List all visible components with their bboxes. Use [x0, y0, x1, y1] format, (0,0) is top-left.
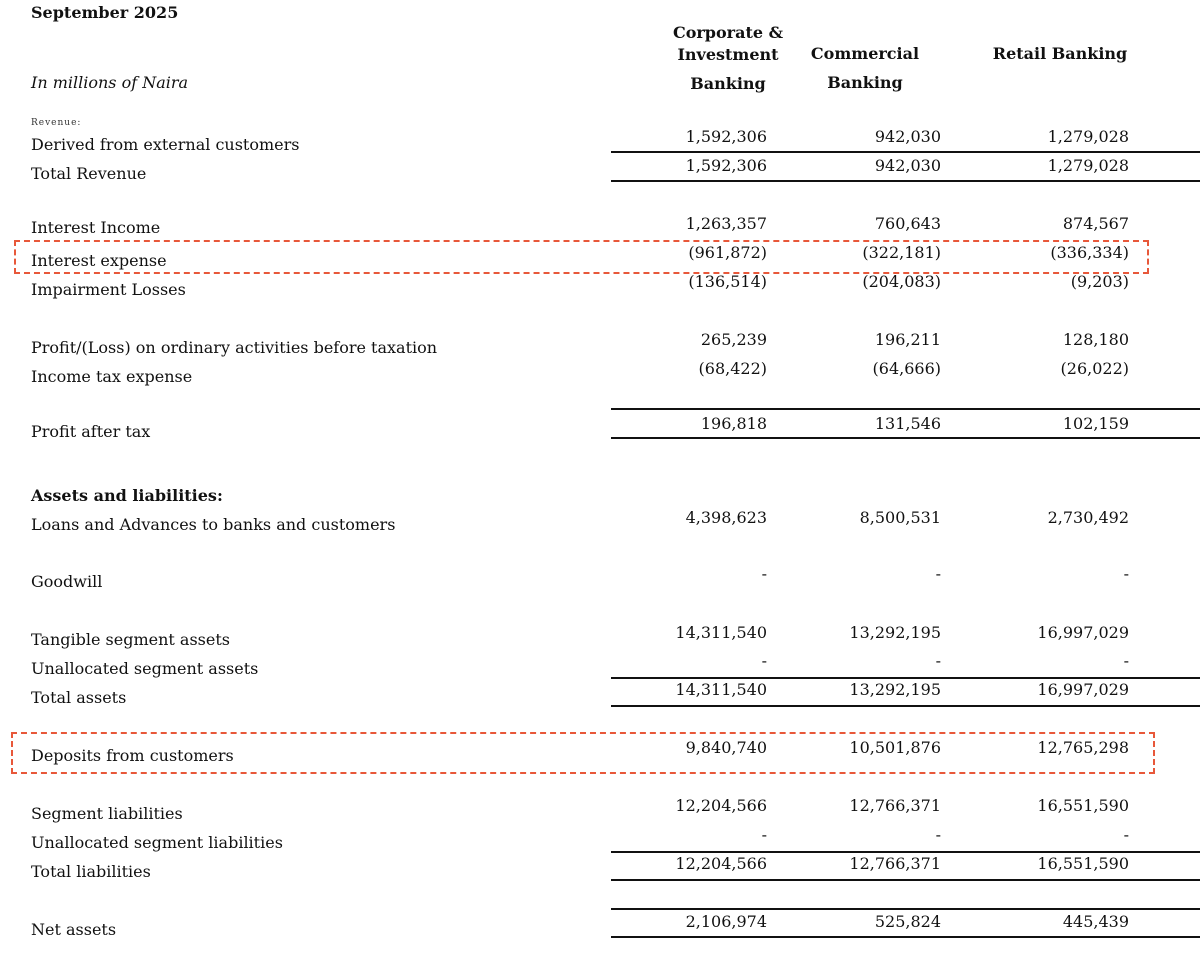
value-retail: 102,159: [1062, 414, 1129, 433]
value-cib: -: [761, 825, 767, 844]
value-cib: 2,106,974: [685, 912, 767, 931]
value-commercial: -: [935, 651, 941, 670]
value-cib: 1,592,306: [685, 156, 767, 175]
col-header-cib: [648, 22, 808, 95]
value-retail: (26,022): [1060, 359, 1129, 378]
value-retail: 128,180: [1062, 330, 1129, 349]
value-cib: (68,422): [698, 359, 767, 378]
value-commercial: 942,030: [874, 156, 941, 175]
row-label: Deposits from customers: [31, 746, 234, 765]
rule-line: [611, 408, 1200, 410]
rule-line: [611, 879, 1200, 881]
units-label: In millions of Naira: [31, 73, 189, 92]
statement-title: September 2025: [31, 3, 179, 22]
value-cib: 265,239: [700, 330, 767, 349]
value-commercial: 196,211: [874, 330, 941, 349]
value-cib: (961,872): [688, 243, 767, 262]
rule-line: [611, 151, 1200, 153]
row-label: Unallocated segment assets: [31, 659, 259, 678]
row-label: Derived from external customers: [31, 135, 300, 154]
row-label: Unallocated segment liabilities: [31, 833, 283, 852]
value-retail: 16,551,590: [1037, 854, 1129, 873]
row-label: Income tax expense: [31, 367, 193, 386]
value-cib: 14,311,540: [675, 680, 767, 699]
value-cib: (136,514): [688, 272, 767, 291]
value-commercial: 760,643: [874, 214, 941, 233]
value-commercial: 13,292,195: [849, 680, 941, 699]
value-commercial: 13,292,195: [849, 623, 941, 642]
row-label: Profit after tax: [31, 422, 151, 441]
value-retail: -: [1123, 651, 1129, 670]
value-cib: 4,398,623: [685, 508, 767, 527]
value-retail: 16,551,590: [1037, 796, 1129, 815]
value-commercial: -: [935, 825, 941, 844]
row-label: Interest Income: [31, 218, 161, 237]
section-heading-assets: Assets and liabilities:: [31, 486, 223, 505]
value-cib: 9,840,740: [685, 738, 767, 757]
value-commercial: 8,500,531: [859, 508, 941, 527]
row-label: Loans and Advances to banks and customers: [31, 515, 396, 534]
col-header-commercial-line1: Commercial: [810, 44, 920, 63]
rule-line: [611, 180, 1200, 182]
row-label: Segment liabilities: [31, 804, 183, 823]
row-label: Profit/(Loss) on ordinary activities before taxation: [31, 338, 438, 357]
col-header-retail-line1: Retail Banking: [992, 44, 1128, 63]
col-header-commercial-line2: Banking: [827, 73, 903, 92]
value-commercial: 12,766,371: [849, 796, 941, 815]
row-label: Total liabilities: [31, 862, 151, 881]
value-commercial: 942,030: [874, 127, 941, 146]
value-retail: -: [1123, 564, 1129, 583]
rule-line: [611, 851, 1200, 853]
value-commercial: 12,766,371: [849, 854, 941, 873]
value-retail: (9,203): [1070, 272, 1129, 291]
row-label: Interest expense: [31, 251, 167, 270]
rule-line: [611, 677, 1200, 679]
row-label: Impairment Losses: [31, 280, 186, 299]
value-cib: 12,204,566: [675, 796, 767, 815]
value-cib: 196,818: [700, 414, 767, 433]
col-header-cib-line3: Banking: [690, 74, 766, 93]
value-commercial: (204,083): [862, 272, 941, 291]
value-commercial: 10,501,876: [849, 738, 941, 757]
value-cib: 1,263,357: [685, 214, 767, 233]
value-commercial: 131,546: [874, 414, 941, 433]
value-retail: 16,997,029: [1037, 680, 1129, 699]
value-retail: -: [1123, 825, 1129, 844]
row-label: Goodwill: [31, 572, 103, 591]
col-header-retail: [980, 43, 1140, 65]
rule-line: [611, 705, 1200, 707]
value-retail: 874,567: [1062, 214, 1129, 233]
col-header-cib-line1: Corporate &: [672, 23, 784, 42]
value-commercial: -: [935, 564, 941, 583]
value-commercial: (322,181): [862, 243, 941, 262]
value-cib: 12,204,566: [675, 854, 767, 873]
row-label: Total assets: [31, 688, 127, 707]
row-label: Total Revenue: [31, 164, 147, 183]
value-retail: 445,439: [1062, 912, 1129, 931]
interest-expense-highlight: [14, 240, 1149, 274]
value-retail: 1,279,028: [1047, 156, 1129, 175]
value-retail: 16,997,029: [1037, 623, 1129, 642]
value-commercial: 525,824: [874, 912, 941, 931]
rule-line: [611, 908, 1200, 910]
col-header-commercial: [790, 43, 940, 94]
rule-line: [611, 936, 1200, 938]
row-label: Tangible segment assets: [31, 630, 230, 649]
value-cib: 1,592,306: [685, 127, 767, 146]
value-retail: 12,765,298: [1037, 738, 1129, 757]
value-cib: -: [761, 651, 767, 670]
rule-line: [611, 437, 1200, 439]
value-retail: 1,279,028: [1047, 127, 1129, 146]
value-commercial: (64,666): [872, 359, 941, 378]
value-cib: -: [761, 564, 767, 583]
value-cib: 14,311,540: [675, 623, 767, 642]
value-retail: 2,730,492: [1047, 508, 1129, 527]
value-retail: (336,334): [1050, 243, 1129, 262]
cut-off-label: Revenue:: [31, 118, 82, 128]
col-header-cib-line2: Investment: [677, 45, 779, 64]
row-label: Net assets: [31, 920, 117, 939]
